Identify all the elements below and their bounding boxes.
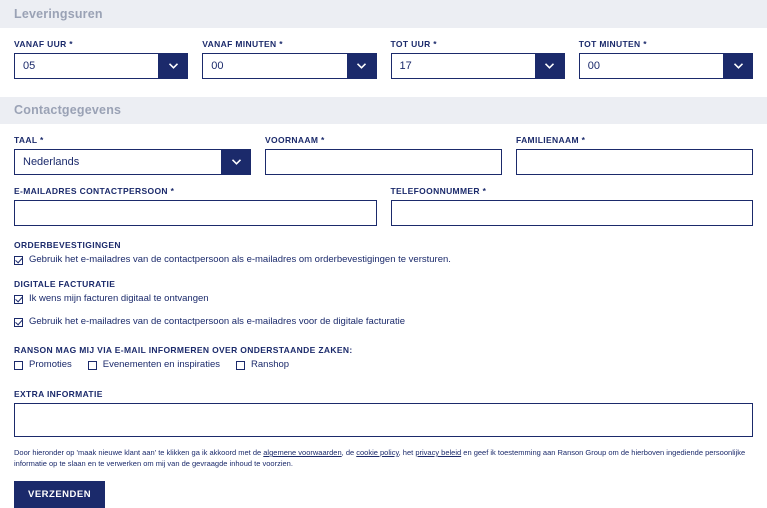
select-language[interactable] xyxy=(14,149,251,175)
label-phone: TELEFOONNUMMER * xyxy=(390,186,487,196)
chevron-down-icon[interactable] xyxy=(535,53,565,79)
legal-disclaimer xyxy=(14,447,753,469)
checkbox-order-confirmation-email[interactable] xyxy=(14,254,753,266)
legal-part-4: en geef ik toestemming aan Ranson Group om de hierboven ingediende persoonlijke informatie op te slaan en te verwerken om mij van de gevraagde inhoud te voorzien. xyxy=(14,448,746,468)
select-to-minutes-value: 00 xyxy=(587,59,600,72)
checkbox-digital-invoices-label: Ik wens mijn facturen digitaal te ontvangen xyxy=(29,293,209,304)
chevron-down-icon[interactable] xyxy=(723,53,753,79)
label-email: E-MAILADRES CONTACTPERSOON * xyxy=(14,186,175,196)
legal-part-3: , het xyxy=(398,448,416,457)
field-firstname xyxy=(265,135,502,175)
checkbox-digital-invoicing-email-label: Gebruik het e-mailadres van de contactpersoon als e-mailadres voor de digitale facturatie xyxy=(29,316,405,327)
label-digital-invoicing: DIGITALE FACTURATIE xyxy=(14,279,116,289)
label-to-hour: TOT UUR * xyxy=(390,39,437,49)
select-from-hour-value: 05 xyxy=(23,59,36,72)
select-to-hour[interactable] xyxy=(391,53,565,79)
field-lastname xyxy=(516,135,753,175)
checkbox-evenementen-label: Evenementen en inspiraties xyxy=(102,359,221,370)
checkbox-ranshop-label: Ranshop xyxy=(251,359,290,370)
label-language: TAAL * xyxy=(14,135,44,145)
contact-row-2 xyxy=(14,186,753,226)
submit-button[interactable]: VERZENDEN xyxy=(14,481,105,508)
select-to-hour-value: 17 xyxy=(399,59,412,72)
label-to-minutes: TOT MINUTEN * xyxy=(578,39,647,49)
field-from-minutes xyxy=(202,39,376,79)
checkbox-icon[interactable] xyxy=(14,318,23,327)
legal-part-1: Door hieronder op 'maak nieuwe klant aan' te klikken ga ik akkoord met de xyxy=(14,448,264,457)
label-extra-info: EXTRA INFORMATIE xyxy=(14,389,103,399)
select-language-value: Nederlands xyxy=(23,155,80,168)
link-cookie-policy[interactable]: cookie policy xyxy=(356,448,399,457)
contact-fields xyxy=(0,135,767,508)
label-lastname: FAMILIENAAM * xyxy=(516,135,586,145)
field-email xyxy=(14,186,377,226)
checkbox-order-confirmation-email-label: Gebruik het e-mailadres van de contactpersoon als e-mailadres om orderbevestigingen te versturen. xyxy=(29,254,451,265)
field-phone xyxy=(391,186,754,226)
checkbox-digital-invoicing-email[interactable] xyxy=(14,316,753,328)
group-extra-info xyxy=(14,389,753,437)
firstname-input[interactable] xyxy=(265,149,502,175)
field-to-minutes xyxy=(579,39,753,79)
link-privacy-beleid[interactable]: privacy beleid xyxy=(415,448,462,457)
label-marketing-preferences: RANSON MAG MIJ VIA E-MAIL INFORMEREN OVER ONDERSTAANDE ZAKEN: xyxy=(14,345,353,355)
checkbox-ranshop[interactable] xyxy=(236,359,289,371)
chevron-down-icon[interactable] xyxy=(158,53,188,79)
checkbox-promoties[interactable] xyxy=(14,359,72,371)
marketing-options xyxy=(14,359,753,371)
delivery-hours-row xyxy=(14,39,753,79)
chevron-down-icon[interactable] xyxy=(221,149,251,175)
field-from-hour xyxy=(14,39,188,79)
group-digital-invoicing xyxy=(14,279,753,328)
checkbox-icon[interactable] xyxy=(14,295,23,304)
chevron-down-icon[interactable] xyxy=(347,53,377,79)
phone-field[interactable] xyxy=(391,200,754,226)
email-field[interactable] xyxy=(14,200,377,226)
checkbox-icon[interactable] xyxy=(236,361,245,370)
label-firstname: VOORNAAM * xyxy=(265,135,325,145)
group-marketing-preferences xyxy=(14,345,753,371)
label-from-minutes: VANAF MINUTEN * xyxy=(202,39,283,49)
field-language xyxy=(14,135,251,175)
checkbox-promoties-label: Promoties xyxy=(29,359,72,370)
label-order-confirmations: ORDERBEVESTIGINGEN xyxy=(14,240,121,250)
checkbox-evenementen[interactable] xyxy=(88,359,220,371)
delivery-hours-fields xyxy=(0,39,767,79)
section-header-contact: Contactgegevens xyxy=(0,97,767,124)
select-from-minutes-value: 00 xyxy=(211,59,224,72)
group-order-confirmations xyxy=(14,240,753,266)
section-header-delivery-hours: Leveringsuren xyxy=(0,0,767,28)
select-to-minutes[interactable] xyxy=(579,53,753,79)
extra-info-textarea[interactable] xyxy=(14,403,753,437)
checkbox-icon[interactable] xyxy=(14,256,23,265)
label-from-hour: VANAF UUR * xyxy=(14,39,73,49)
checkbox-icon[interactable] xyxy=(88,361,97,370)
contact-row-1 xyxy=(14,135,753,175)
select-from-hour[interactable] xyxy=(14,53,188,79)
select-from-minutes[interactable] xyxy=(202,53,376,79)
legal-part-2: , de xyxy=(341,448,357,457)
lastname-input[interactable] xyxy=(516,149,753,175)
field-to-hour xyxy=(391,39,565,79)
checkbox-digital-invoices[interactable] xyxy=(14,293,753,305)
link-algemene-voorwaarden[interactable]: algemene voorwaarden xyxy=(263,448,342,457)
checkbox-icon[interactable] xyxy=(14,361,23,370)
